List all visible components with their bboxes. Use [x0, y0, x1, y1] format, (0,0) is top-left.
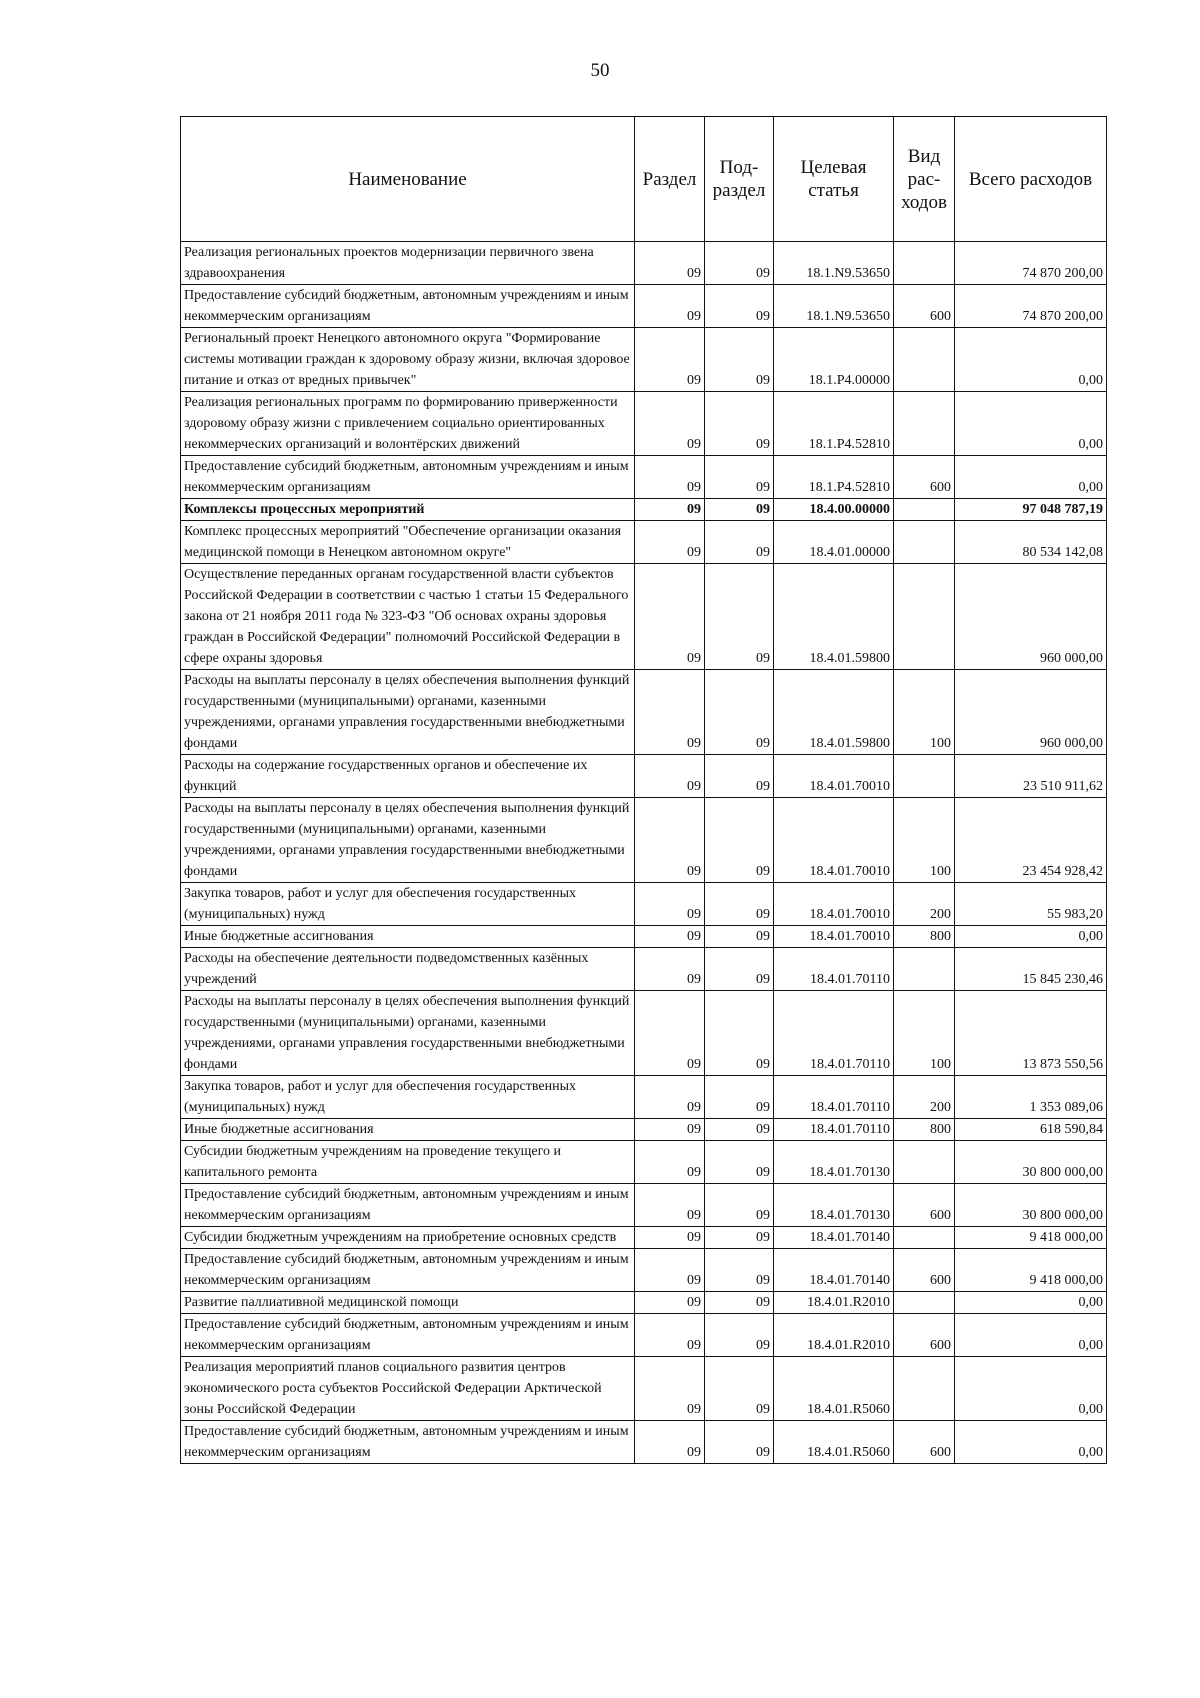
table-row: [181, 948, 1107, 991]
cell-razdel: 09: [635, 564, 705, 670]
table-row: [181, 1184, 1107, 1227]
cell-name: Развитие паллиативной медицинской помощи: [181, 1292, 635, 1314]
cell-razdel: 09: [635, 521, 705, 564]
cell-razdel: 09: [635, 1292, 705, 1314]
cell-statya: 18.4.01.70110: [774, 948, 894, 991]
table-row: [181, 1421, 1107, 1464]
table-row: [181, 1227, 1107, 1249]
cell-total: 15 845 230,46: [955, 948, 1107, 991]
cell-name: Предоставление субсидий бюджетным, автономным учреждениям и иным некоммерческим организациям: [181, 1249, 635, 1292]
table-row: [181, 1141, 1107, 1184]
cell-vid: [894, 564, 955, 670]
table-row: [181, 798, 1107, 883]
cell-statya: 18.4.01.R2010: [774, 1314, 894, 1357]
cell-total: 0,00: [955, 1292, 1107, 1314]
table-body: [181, 242, 1107, 1464]
cell-vid: [894, 499, 955, 521]
cell-podrazdel: 09: [705, 670, 774, 755]
cell-podrazdel: 09: [705, 242, 774, 285]
cell-razdel: 09: [635, 1357, 705, 1421]
cell-total: 23 510 911,62: [955, 755, 1107, 798]
cell-vid: 600: [894, 1184, 955, 1227]
cell-razdel: 09: [635, 991, 705, 1076]
cell-podrazdel: 09: [705, 328, 774, 392]
cell-vid: [894, 755, 955, 798]
cell-razdel: 09: [635, 285, 705, 328]
cell-podrazdel: 09: [705, 1227, 774, 1249]
cell-total: 30 800 000,00: [955, 1141, 1107, 1184]
cell-vid: 100: [894, 798, 955, 883]
cell-name: Комплексы процессных мероприятий: [181, 499, 635, 521]
cell-name: Комплекс процессных мероприятий "Обеспечение организации оказания медицинской помощи в Ненецком автономном округе": [181, 521, 635, 564]
table-row: [181, 991, 1107, 1076]
cell-vid: 200: [894, 1076, 955, 1119]
table-row: [181, 392, 1107, 456]
cell-name: Субсидии бюджетным учреждениям на проведение текущего и капитального ремонта: [181, 1141, 635, 1184]
cell-total: 9 418 000,00: [955, 1227, 1107, 1249]
cell-vid: [894, 1141, 955, 1184]
table-row: [181, 521, 1107, 564]
cell-name: Субсидии бюджетным учреждениям на приобретение основных средств: [181, 1227, 635, 1249]
cell-name: Реализация региональных проектов модернизации первичного звена здравоохранения: [181, 242, 635, 285]
cell-statya: 18.4.01.R5060: [774, 1357, 894, 1421]
cell-total: 55 983,20: [955, 883, 1107, 926]
cell-total: 13 873 550,56: [955, 991, 1107, 1076]
table-header-row: [181, 117, 1107, 242]
cell-statya: 18.4.00.00000: [774, 499, 894, 521]
page-number: 50: [590, 60, 610, 81]
cell-vid: 600: [894, 456, 955, 499]
cell-total: 0,00: [955, 1421, 1107, 1464]
cell-statya: 18.4.01.70130: [774, 1141, 894, 1184]
cell-statya: 18.4.01.70010: [774, 755, 894, 798]
cell-podrazdel: 09: [705, 521, 774, 564]
cell-name: Предоставление субсидий бюджетным, автономным учреждениям и иным некоммерческим организациям: [181, 456, 635, 499]
cell-podrazdel: 09: [705, 883, 774, 926]
cell-podrazdel: 09: [705, 948, 774, 991]
cell-statya: 18.4.01.70110: [774, 991, 894, 1076]
cell-podrazdel: 09: [705, 564, 774, 670]
table-row: [181, 670, 1107, 755]
cell-total: 0,00: [955, 456, 1107, 499]
cell-total: 30 800 000,00: [955, 1184, 1107, 1227]
cell-vid: 100: [894, 670, 955, 755]
cell-total: 0,00: [955, 328, 1107, 392]
cell-vid: 600: [894, 1421, 955, 1464]
cell-statya: 18.4.01.70010: [774, 883, 894, 926]
cell-name: Расходы на выплаты персоналу в целях обеспечения выполнения функций государственными (муниципальными) органами, казенными учреждениями, органами управления государственными внебюджетными фондами: [181, 798, 635, 883]
cell-total: 0,00: [955, 392, 1107, 456]
cell-vid: [894, 328, 955, 392]
cell-statya: 18.4.01.70130: [774, 1184, 894, 1227]
cell-podrazdel: 09: [705, 798, 774, 883]
cell-statya: 18.4.01.70140: [774, 1227, 894, 1249]
cell-name: Предоставление субсидий бюджетным, автономным учреждениям и иным некоммерческим организациям: [181, 1184, 635, 1227]
cell-name: Региональный проект Ненецкого автономного округа "Формирование системы мотивации граждан к здоровому образу жизни, включая здоровое питание и отказ от вредных привычек": [181, 328, 635, 392]
cell-total: 23 454 928,42: [955, 798, 1107, 883]
cell-statya: 18.1.N9.53650: [774, 285, 894, 328]
cell-razdel: 09: [635, 1227, 705, 1249]
cell-total: 0,00: [955, 1314, 1107, 1357]
table-row: [181, 1076, 1107, 1119]
cell-name: Иные бюджетные ассигнования: [181, 1119, 635, 1141]
cell-total: 9 418 000,00: [955, 1249, 1107, 1292]
cell-razdel: 09: [635, 670, 705, 755]
cell-vid: 800: [894, 1119, 955, 1141]
table-row: [181, 564, 1107, 670]
cell-razdel: 09: [635, 242, 705, 285]
cell-vid: [894, 392, 955, 456]
cell-name: Расходы на обеспечение деятельности подведомственных казённых учреждений: [181, 948, 635, 991]
cell-name: Закупка товаров, работ и услуг для обеспечения государственных (муниципальных) нужд: [181, 883, 635, 926]
cell-razdel: 09: [635, 1314, 705, 1357]
table-row: [181, 926, 1107, 948]
cell-statya: 18.4.01.70010: [774, 798, 894, 883]
table-row: [181, 285, 1107, 328]
cell-razdel: 09: [635, 1421, 705, 1464]
cell-statya: 18.4.01.70010: [774, 926, 894, 948]
cell-vid: 600: [894, 1314, 955, 1357]
cell-razdel: 09: [635, 499, 705, 521]
cell-podrazdel: 09: [705, 1421, 774, 1464]
cell-name: Расходы на содержание государственных органов и обеспечение их функций: [181, 755, 635, 798]
cell-razdel: 09: [635, 948, 705, 991]
cell-podrazdel: 09: [705, 755, 774, 798]
cell-statya: 18.1.P4.52810: [774, 392, 894, 456]
cell-vid: 600: [894, 285, 955, 328]
cell-name: Реализация мероприятий планов социального развития центров экономического роста субъектов Российской Федерации Арктической зоны Российской Федерации: [181, 1357, 635, 1421]
cell-podrazdel: 09: [705, 1357, 774, 1421]
cell-vid: 800: [894, 926, 955, 948]
cell-vid: [894, 242, 955, 285]
cell-vid: 100: [894, 991, 955, 1076]
header-statya: Целевая статья: [774, 117, 894, 242]
cell-name: Расходы на выплаты персоналу в целях обеспечения выполнения функций государственными (муниципальными) органами, казенными учреждениями, органами управления государственными внебюджетными фондами: [181, 991, 635, 1076]
cell-statya: 18.4.01.70110: [774, 1119, 894, 1141]
cell-vid: [894, 1227, 955, 1249]
table-row: [181, 883, 1107, 926]
cell-razdel: 09: [635, 1076, 705, 1119]
header-podrazdel: Под- раздел: [705, 117, 774, 242]
cell-vid: 600: [894, 1249, 955, 1292]
cell-podrazdel: 09: [705, 1314, 774, 1357]
cell-total: 80 534 142,08: [955, 521, 1107, 564]
table-row: [181, 1119, 1107, 1141]
table-row: [181, 1249, 1107, 1292]
cell-name: Расходы на выплаты персоналу в целях обеспечения выполнения функций государственными (муниципальными) органами, казенными учреждениями, органами управления государственными внебюджетными фондами: [181, 670, 635, 755]
cell-podrazdel: 09: [705, 1249, 774, 1292]
header-total: Всего расходов: [955, 117, 1107, 242]
cell-statya: 18.4.01.70140: [774, 1249, 894, 1292]
cell-statya: 18.4.01.R5060: [774, 1421, 894, 1464]
cell-total: 960 000,00: [955, 670, 1107, 755]
cell-vid: 200: [894, 883, 955, 926]
cell-vid: [894, 521, 955, 564]
cell-total: 74 870 200,00: [955, 242, 1107, 285]
cell-podrazdel: 09: [705, 1141, 774, 1184]
cell-total: 0,00: [955, 926, 1107, 948]
cell-vid: [894, 1357, 955, 1421]
cell-total: 618 590,84: [955, 1119, 1107, 1141]
cell-name: Закупка товаров, работ и услуг для обеспечения государственных (муниципальных) нужд: [181, 1076, 635, 1119]
cell-statya: 18.4.01.R2010: [774, 1292, 894, 1314]
cell-razdel: 09: [635, 328, 705, 392]
cell-podrazdel: 09: [705, 1184, 774, 1227]
cell-podrazdel: 09: [705, 926, 774, 948]
cell-total: 0,00: [955, 1357, 1107, 1421]
cell-podrazdel: 09: [705, 392, 774, 456]
header-razdel: Раздел: [635, 117, 705, 242]
table-row: [181, 1292, 1107, 1314]
budget-table: [180, 116, 1107, 1464]
cell-vid: [894, 948, 955, 991]
cell-podrazdel: 09: [705, 285, 774, 328]
cell-razdel: 09: [635, 1184, 705, 1227]
cell-razdel: 09: [635, 392, 705, 456]
cell-statya: 18.4.01.70110: [774, 1076, 894, 1119]
cell-razdel: 09: [635, 1119, 705, 1141]
table-row: [181, 328, 1107, 392]
cell-statya: 18.4.01.59800: [774, 564, 894, 670]
table-row: [181, 755, 1107, 798]
cell-podrazdel: 09: [705, 991, 774, 1076]
cell-razdel: 09: [635, 798, 705, 883]
cell-name: Предоставление субсидий бюджетным, автономным учреждениям и иным некоммерческим организациям: [181, 1314, 635, 1357]
cell-total: 74 870 200,00: [955, 285, 1107, 328]
cell-razdel: 09: [635, 755, 705, 798]
table-row: [181, 1314, 1107, 1357]
cell-statya: 18.1.P4.52810: [774, 456, 894, 499]
cell-razdel: 09: [635, 883, 705, 926]
cell-name: Предоставление субсидий бюджетным, автономным учреждениям и иным некоммерческим организациям: [181, 285, 635, 328]
cell-podrazdel: 09: [705, 1119, 774, 1141]
cell-total: 960 000,00: [955, 564, 1107, 670]
header-name: Наименование: [181, 117, 635, 242]
cell-name: Осуществление переданных органам государственной власти субъектов Российской Федерации в соответствии с частью 1 статьи 15 Федерального закона от 21 ноября 2011 года № 323-ФЗ "Об основах охраны здоровья граждан в Российской Федерации" полномочий Российской Федерации в сфере охраны здоровья: [181, 564, 635, 670]
table-row: [181, 1357, 1107, 1421]
cell-podrazdel: 09: [705, 1292, 774, 1314]
cell-statya: 18.1.P4.00000: [774, 328, 894, 392]
cell-name: Предоставление субсидий бюджетным, автономным учреждениям и иным некоммерческим организациям: [181, 1421, 635, 1464]
cell-name: Реализация региональных программ по формированию приверженности здоровому образу жизни с привлечением социально ориентированных некоммерческих организаций и волонтёрских движений: [181, 392, 635, 456]
cell-razdel: 09: [635, 456, 705, 499]
cell-statya: 18.1.N9.53650: [774, 242, 894, 285]
table-row: [181, 456, 1107, 499]
cell-total: 97 048 787,19: [955, 499, 1107, 521]
cell-razdel: 09: [635, 1249, 705, 1292]
cell-vid: [894, 1292, 955, 1314]
cell-name: Иные бюджетные ассигнования: [181, 926, 635, 948]
table-row: [181, 242, 1107, 285]
cell-total: 1 353 089,06: [955, 1076, 1107, 1119]
cell-statya: 18.4.01.59800: [774, 670, 894, 755]
cell-podrazdel: 09: [705, 456, 774, 499]
cell-podrazdel: 09: [705, 1076, 774, 1119]
cell-razdel: 09: [635, 1141, 705, 1184]
cell-statya: 18.4.01.00000: [774, 521, 894, 564]
cell-podrazdel: 09: [705, 499, 774, 521]
table-row: [181, 499, 1107, 521]
cell-razdel: 09: [635, 926, 705, 948]
header-vid: Вид рас- ходов: [894, 117, 955, 242]
